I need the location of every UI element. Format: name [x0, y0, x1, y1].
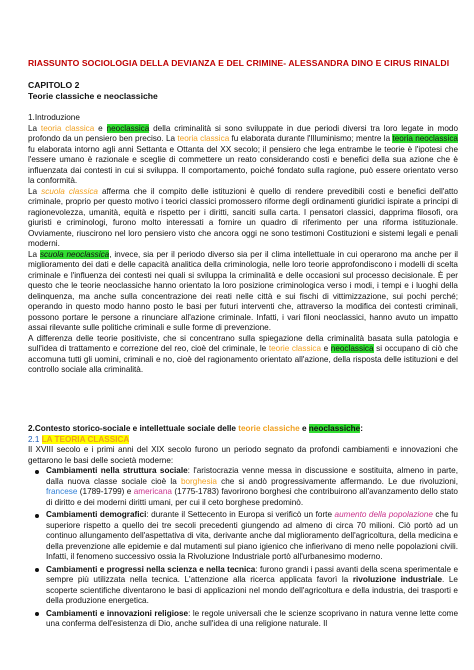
section-2-heading: 2.Contesto storico-sociale e intellettuale sociale delle teorie classiche e neoclassiche:	[28, 424, 363, 433]
chapter-subtitle: Teorie classiche e neoclassiche	[28, 91, 158, 101]
highlight-neoclassica: neoclassica	[106, 123, 150, 133]
chapter-label: CAPITOLO 2	[28, 80, 80, 90]
section-2-intro: Il XVIII secolo e i primi anni del XIX secolo furono un periodo segnato da profondi cambiamenti e innovazioni che gettarono le basi delle società moderne:	[28, 445, 458, 465]
paragraph-3: La scuola neoclassica, invece, sia per il periodo diverso sia per il clima intellettuale in cui operarono ma anche per il miglioramento dei dati e delle capacità analitica della criminologia, nelle loro teorie approfondiscono i modelli di scelta criminale e l'influenza dei contesti nei quali si sviluppa la criminalità e delle occasioni sul processo decisionale. È per questo che le teorie neoclassiche hanno orientato la loro posizione criminologica verso i modi, i tempi e i luoghi della delinquenza, ma anche sulla concentrazione dei reati nelle città e sui fischi di vittimizzazione, sui pochi perché; operando in questo modo hanno posto le basi per futuri interventi che, attraverso la modifica dei contesti criminali, possono portare le persone a rinunciare all'azione criminale. Infatti, i vari filoni neoclassici, hanno avuto un impatto assai rilevante sulle politiche criminali e sulle forme di prevenzione.	[28, 249, 458, 332]
section-1	[28, 113, 458, 376]
paragraph-1: La teoria classica e neoclassica della criminalità si sono sviluppate in due periodi diversi tra loro legate in modo profondo da un pensiero ben preciso. La teoria classica fu elaborata durante l'Illuminismo; mentre la teoria neoclassica fu elaborata intorno agli anni Settanta e Ottanta del XX secolo; il pensiero che lega entrambe le teorie è l'ipotesi che l'essere umano è razionale e sceglie di commettere un reato considerando costi e benefici della sua azione che è influenzata dai contesti in cui si sviluppa. Il comportamento, poiché fondato sulla ragione, può essere orientato verso la conformità.	[28, 123, 458, 185]
highlight-teoria-classica: teoria classica	[40, 123, 95, 133]
list-item: Cambiamenti e progressi nella scienza e nella tecnica: furono grandi i passi avanti della scena sperimentale e sempre più utilizzata nella tecnica. L'attenzione alla ricerca applicata favorì la rivoluzione industriale. Le scoperte scientifiche diventarono le basi di applicazioni nel mondo dell'agricoltura e della industria, dei trasporti e della produzione energetica.	[46, 565, 458, 607]
section-1-heading: 1.Introduzione	[28, 113, 80, 122]
highlight-scuola-neoclassica: scuola neoclassica	[39, 249, 110, 259]
bullet-icon	[35, 470, 39, 474]
changes-list	[28, 466, 458, 630]
highlight-la-teoria-classica: LA TEORIA CLASSICA	[41, 434, 130, 444]
highlight-scuola-classica: scuola classica	[41, 186, 98, 196]
bullet-icon	[35, 568, 39, 572]
paragraph-4: A differenza delle teorie positiviste, che si concentrano sulla spiegazione della criminalità basata sulla patologia e sull'idea di trattamento e correzione del reo, cioè del criminale, le teorie classica e neoclassica si occupano di ciò che accomuna tutti gli uomini, criminali e no, cioè del ragionamento orientato all'azione, della risposta delle istituzioni e del controllo sociale alla criminalità.	[28, 333, 458, 374]
section-2	[28, 424, 458, 632]
paragraph-2: La scuola classica afferma che il compito delle istituzioni è quello di rendere prevedibili costi e benefici dell'atto criminale, proprio per questo motivo i teorici classici promossero riforme degli ordinamenti giuridici ispirate a principi di ragionevolezza, umanità, equità e rispetto per i diritti, sanciti sulla carta. I pensatori classici, dapprima filosofi, ora giuristi e criminologi, furono molto interessati a fornire un quadro di riferimento per una riforma istituzionale. Ovviamente, riuscirono nel loro pensiero visto che ancora oggi ne sono testimoni Costituzioni e sistemi legali e penali moderni.	[28, 186, 458, 248]
list-item: Cambiamenti e innovazioni religiose: le regole universali che le scienze scoprivano in natura venne lette come una conferma dell'esistenza di Dio, anche sull'idea di una religione naturale. Il	[46, 609, 458, 630]
list-item: Cambiamenti nella struttura sociale: l'aristocrazia venne messa in discussione e sostituita, almeno in parte, dalla nuova classe sociale cioè la borghesia che si andò progressivamente affermando. Le due rivoluzioni, francese (1789-1799) e americana (1775-1783) favorirono borghesi che contribuirono all'avanzamento dello stato di diritto e dei moderni diritti umani, per cui il ceto borghese predominò.	[46, 466, 458, 508]
bullet-icon	[35, 612, 39, 616]
document-title: RIASSUNTO SOCIOLOGIA DELLA DEVIANZA E DEL CRIMINE- ALESSANDRA DINO E CIRUS RINALDI	[28, 58, 450, 68]
bullet-icon	[35, 514, 39, 518]
subsection-2-1-heading: 2.1 LA TEORIA CLASSICA	[28, 434, 130, 444]
list-item: Cambiamenti demografici: durante il Settecento in Europa si verificò un forte aumento della popolazione che fu superiore rispetto a quello dei tre secoli precedenti giungendo ad almeno di circa 70 milioni. Ciò portò ad un continuo allungamento dell'aspettativa di vita, derivante anche dal miglioramento dell'agricoltura, della medicina e della prevenzione alle epidemie e dal mutamenti sul piano igienico che infierivano di meno nelle popolazioni civili. Infatti, il fenomeno successivo ossia la Rivoluzione Industriale portò all'urbanesimo moderno.	[46, 510, 458, 563]
